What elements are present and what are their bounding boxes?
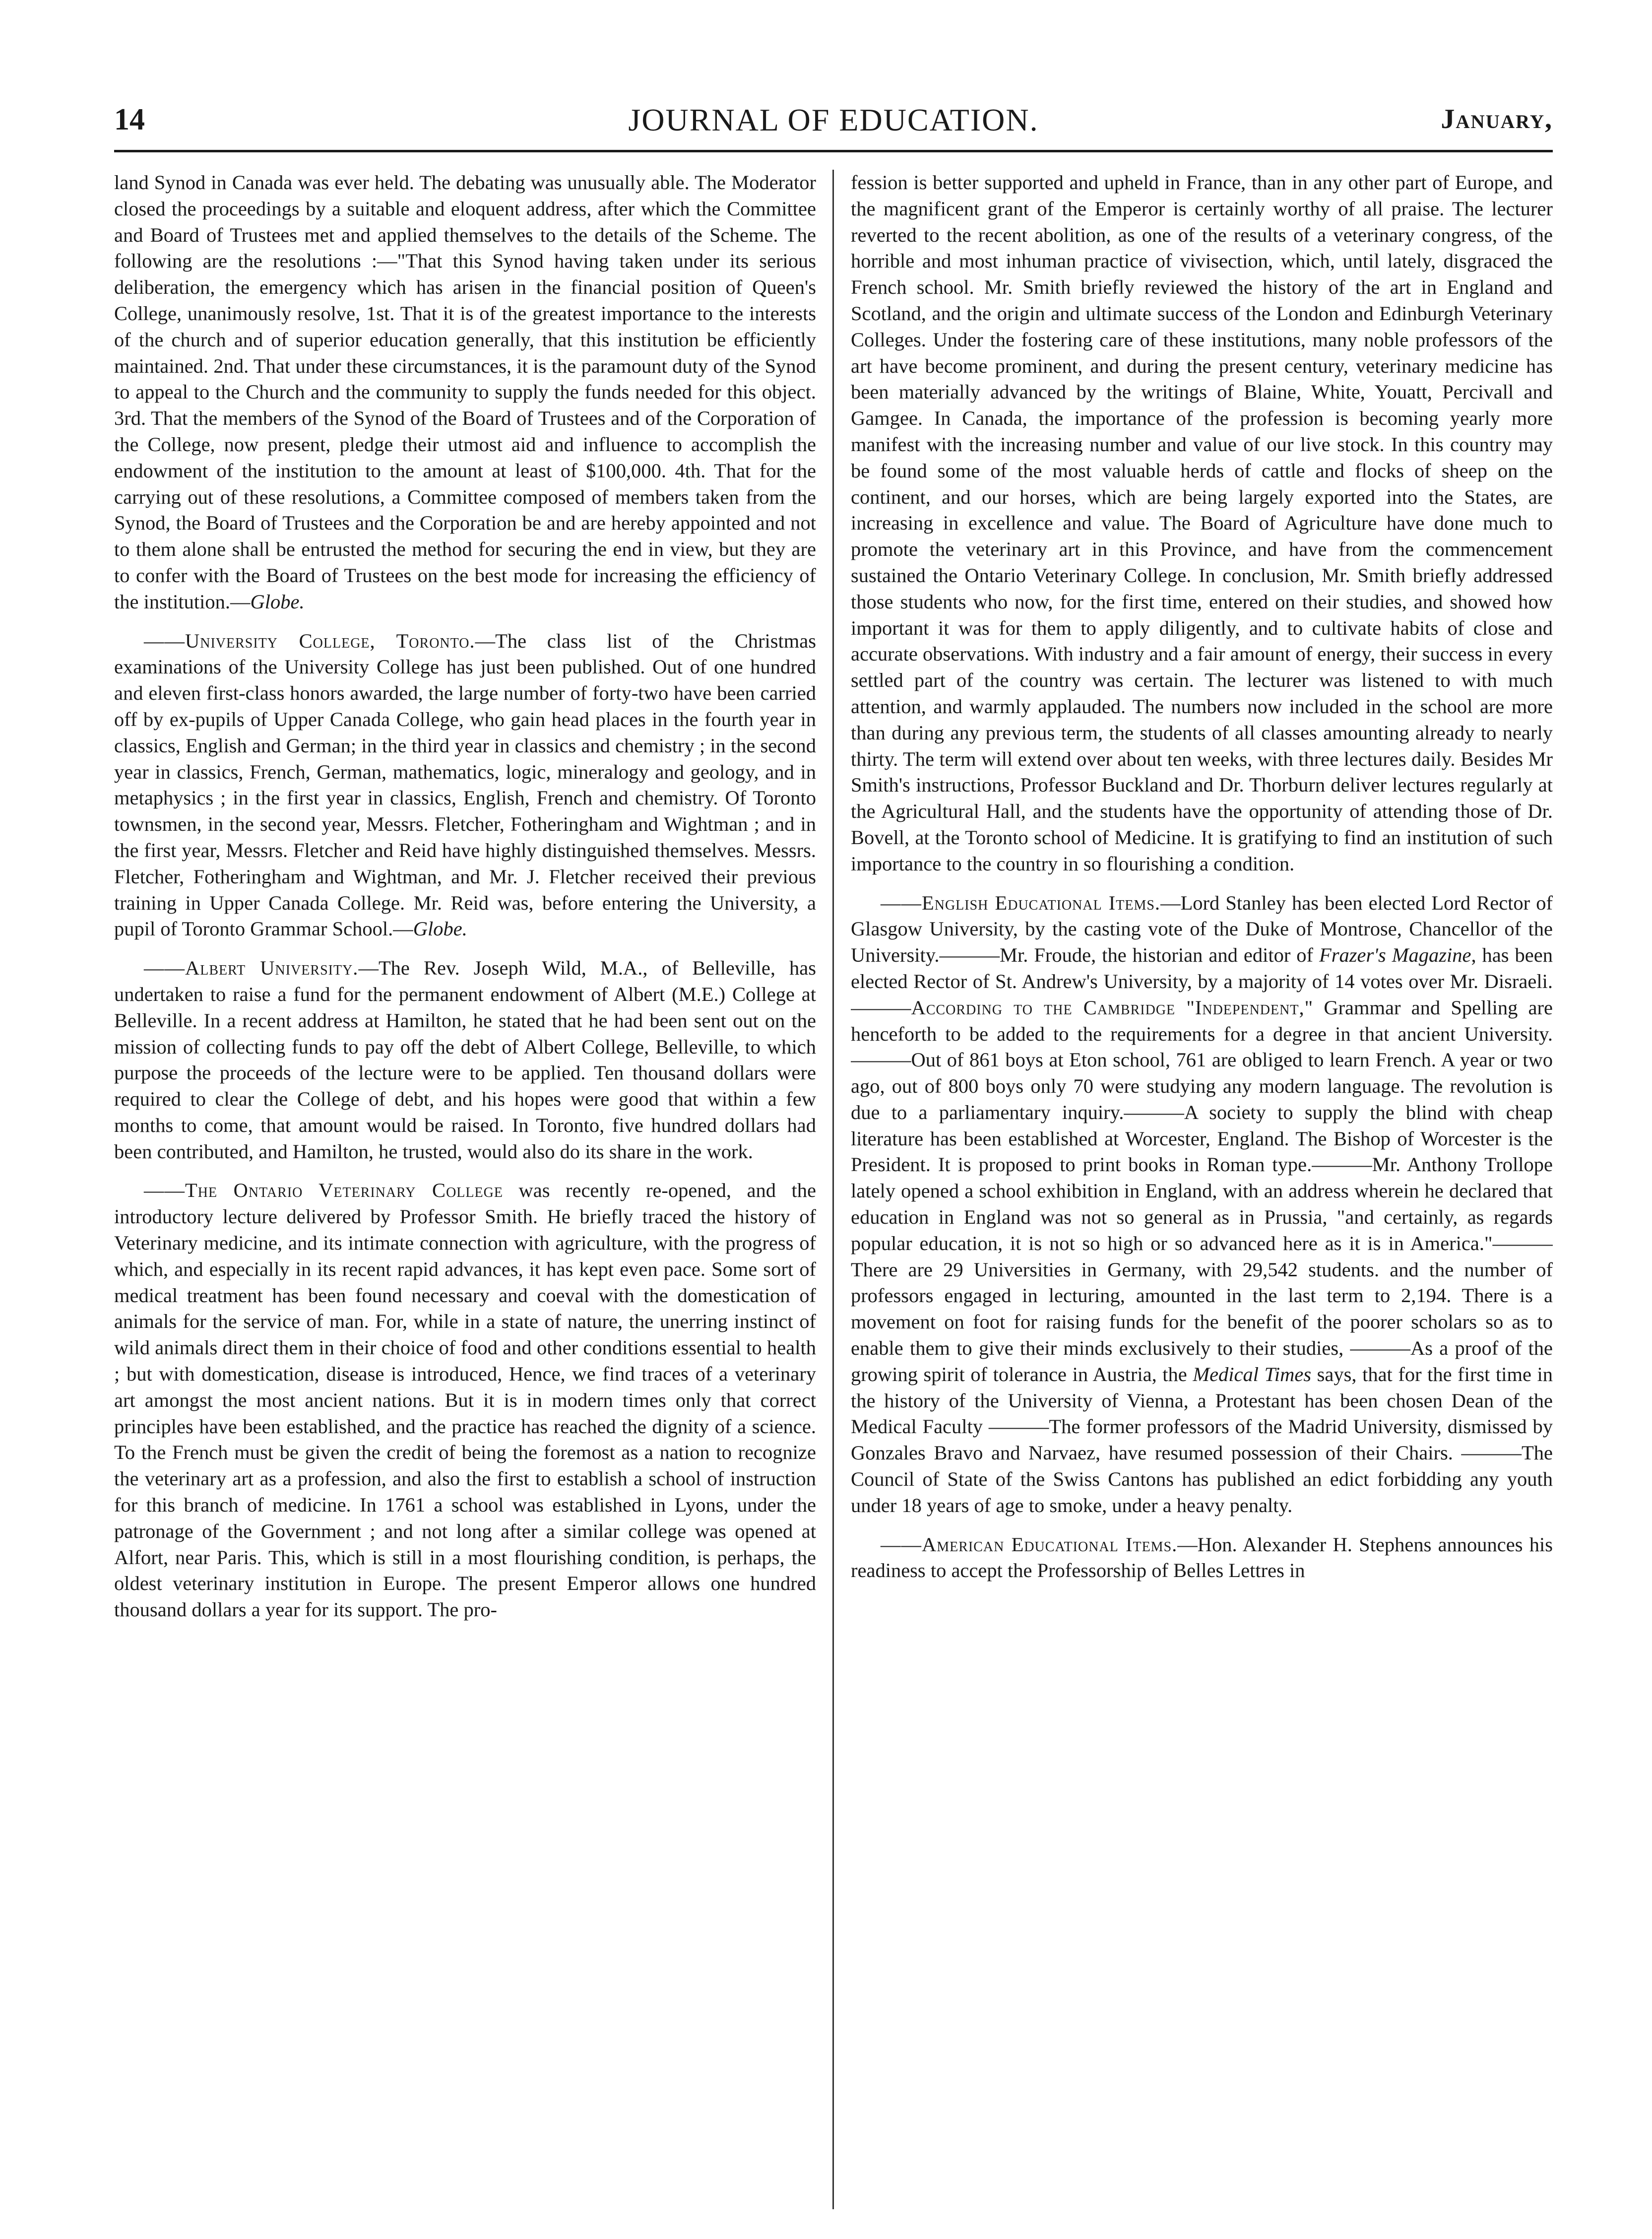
- source-credit: Globe.: [250, 590, 305, 613]
- article-columns: [114, 170, 1553, 2209]
- veterinary-college-continued: [851, 170, 1553, 877]
- column-divider: [832, 170, 834, 2209]
- right-column: [851, 170, 1553, 2209]
- page-number: 14: [114, 103, 145, 136]
- article-heading: ——English Educational Items.: [881, 891, 1161, 914]
- university-college-article: [114, 628, 816, 943]
- article-heading: ——The Ontario Veterinary College: [144, 1179, 503, 1202]
- article-text: —The Rev. Joseph Wild, M.A., of Belleville, has undertaken to raise a fund for the permanent endowment of Albert (M.E.) College at Belleville. In a recent address at Hamilton, he stated that he had been sent out on the mission of collecting funds to pay off the debt of Albert College, Belleville, to which purpose the proceeds of the lecture were to be applied. Ten thousand dollars were required to clear the College of debt, and his hopes were good that within a few months to come, that amount would be raised. In Toronto, five hundred dollars had been contributed, and Hamilton, he trusted, would also do its share in the work.: [114, 957, 816, 1163]
- article-text: Grammar and Spelling are henceforth to be added to the requirements for a degree in that ancient University.———Out of 861 boys at Eton school, 761 are obliged to learn French. A year or two ago, out of 800 boys only 70 were studying any modern language. The revolution is due to a parliamentary inquiry.———A society to supply the blind with cheap literature has been established at Worcester, England. The Bishop of Worcester is the President. It is proposed to print books in Roman type.———Mr. Anthony Trollope lately opened a school exhibition in England, with an address wherein he declared that education in England was not so general as in Prussia, "and certainly, as regards popular education, it is not so high or so advanced here as it is in America."———There are 29 Universities in Germany, with 29,542 students. and the number of professors engaged in lecturing, amounted in the last term to 2,194. There is a movement on foot for raising funds for the benefit of the poorer scholars so as to enable them to give their minds exclusively to their studies, ———As a proof of the growing spirit of tolerance in Austria, the: [851, 996, 1553, 1385]
- veterinary-college-article: [114, 1178, 816, 1623]
- article-text: —The class list of the Christmas examinations of the University College has just been published. Out of one hundred and eleven first-class honors awarded, the large number of forty-two have been carried off by ex-pupils of Upper Canada College, who gain head places in the fourth year in classics, English and German; in the third year in classics and chemistry ; in the second year in classics, French, German, mathematics, logic, mineralogy and geology, and in metaphysics ; in the first year in classics, English, French and chemistry. Of Toronto townsmen, in the second year, Messrs. Fletcher, Fotheringham and Wightman ; and in the first year, Messrs. Fletcher and Reid have highly distinguished themselves. Messrs. Fletcher, Fotheringham and Wightman, and Mr. J. Fletcher received their previous training in Upper Canada College. Mr. Reid was, before entering the University, a pupil of Toronto Grammar School.—: [114, 629, 816, 940]
- article-text: —Lord Stanley has been elected Lord Rector of Glasgow University, by the casting vote of the Duke of Montrose, Chancellor of the University.———Mr. Froude, the historian and editor of: [851, 891, 1553, 967]
- albert-university-article: [114, 955, 816, 1165]
- article-text: —Hon. Alexander H. Stephens announces his readiness to accept the Professorship of Belles Lettres in: [851, 1533, 1553, 1582]
- english-educational-items: [851, 890, 1553, 1519]
- item-heading: According to the Cambridge "Independent,": [911, 996, 1314, 1019]
- left-column: [114, 170, 816, 2209]
- source-credit: Globe.: [413, 918, 467, 940]
- article-text: fession is better supported and upheld in France, than in any other part of Europe, and the magnificent grant of the Emperor is certainly worthy of all praise. The lecturer reverted to the recent abolition, as one of the results of a veterinary congress, of the horrible and most inhuman practice of vivisection, which, until lately, disgraced the French school. Mr. Smith briefly reviewed the history of the art in England and Scotland, and the origin and ultimate success of the London and Edinburgh Veterinary Colleges. Under the fostering care of these institutions, many noble professors of the art have become prominent, and during the present century, veterinary medicine has been materially advanced by the writings of Blaine, White, Youatt, Percivall and Gamgee. In Canada, the importance of the profession is becoming yearly more manifest with the increasing number and value of our live stock. In this country may be found some of the most valuable herds of cattle and flocks of sheep on the continent, and our horses, which are being largely exported into the States, are increasing in excellence and value. The Board of Agriculture have done much to promote the veterinary art in this Province, and have from the commencement sustained the Ontario Veterinary College. In conclusion, Mr. Smith briefly addressed those students who now, for the first time, entered on their studies, and showed how important it was for them to apply diligently, and to cultivate habits of close and accurate observations. With industry and a fair amount of energy, their success in every settled part of the country was certain. The lecturer was listened to with much attention, and warmly applauded. The numbers now included in the school are more than during any previous term, the students of all classes amounting already to nearly thirty. The term will extend over about ten weeks, with three lectures daily. Besides Mr Smith's instructions, Professor Buckland and Dr. Thorburn deliver lectures regularly at the Agricultural Hall, and the students have the opportunity of attending those of Dr. Bovell, at the Toronto school of Medicine. It is gratifying to find an institution of such importance to the country in so flourishing a condition.: [851, 171, 1553, 875]
- american-educational-items: [851, 1532, 1553, 1584]
- article-text: says, that for the first time in the history of the University of Vienna, a Protestant has been chosen Dean of the Medical Faculty ———The former professors of the Madrid University, dismissed by Gonzales Bravo and Narvaez, have resumed possession of their Chairs. ———The Council of State of the Swiss Cantons has published an edict forbidding any youth under 18 years of age to smoke, under a heavy penalty.: [851, 1363, 1553, 1516]
- article-heading: ——Albert University.: [144, 957, 359, 980]
- periodical-title: Medical Times: [1193, 1363, 1312, 1385]
- queens-college-article: [114, 170, 816, 615]
- article-heading: ——American Educational Items.: [881, 1533, 1178, 1556]
- article-text: land Synod in Canada was ever held. The debating was unusually able. The Moderator closed the proceedings by a suitable and eloquent address, after which the Committee and Board of Trustees met and applied themselves to the details of the Scheme. The following are the resolutions :—"That this Synod having taken under its serious deliberation, the emergency which has arisen in the financial position of Queen's College, unanimously resolve, 1st. That it is of the greatest importance to the interests of the church and of superior education generally, that this institution be efficiently maintained. 2nd. That under these circumstances, it is the paramount duty of the Synod to appeal to the Church and the community to supply the funds needed for this object. 3rd. That the members of the Synod of the Board of Trustees and of the Corporation of the College, now present, pledge their utmost aid and influence to accomplish the endowment of the institution to the amount at least of $100,000. 4th. That for the carrying out of these resolutions, a Committee composed of members taken from the Synod, the Board of Trustees and the Corporation be and are hereby appointed and not to them alone shall be entrusted the method for securing the end in view, but they are to confer with the Board of Trustees on the best mode for increasing the efficiency of the institution.—: [114, 171, 816, 613]
- issue-month: January,: [1441, 104, 1553, 134]
- article-text: , has been elected Rector of St. Andrew's University, by a majority of 14 votes over Mr. Disraeli.———: [851, 944, 1553, 1019]
- magazine-title: Frazer's Magazine: [1319, 944, 1471, 967]
- article-heading: ——University College, Toronto.: [144, 629, 475, 652]
- page-header: [114, 104, 1553, 152]
- journal-page: [114, 104, 1553, 2213]
- journal-title: JOURNAL OF EDUCATION.: [628, 102, 1039, 137]
- article-text: was recently re-opened, and the introductory lecture delivered by Professor Smith. He briefly traced the history of Veterinary medicine, and its intimate connection with agriculture, with the progress of which, and especially in its recent rapid advances, it has kept even pace. Some sort of medical treatment has been found necessary and coeval with the domestication of animals for the service of man. For, while in a state of nature, the unerring instinct of wild animals direct them in their choice of food and other conditions essential to health ; but with domestication, disease is introduced, Hence, we find traces of a veterinary art amongst the most ancient nations. But it is in modern times only that correct principles have been established, and the practice has reached the dignity of a science. To the French must be given the credit of being the foremost as a nation to recognize the veterinary art as a profession, and also the first to establish a school of instruction for this branch of medicine. In 1761 a school was established in Lyons, under the patronage of the Government ; and not long after a similar college was opened at Alfort, near Paris. This, which is still in a most flourishing condition, is perhaps, the oldest veterinary institution in Europe. The present Emperor allows one hundred thousand dollars a year for its support. The pro-: [114, 1179, 816, 1621]
